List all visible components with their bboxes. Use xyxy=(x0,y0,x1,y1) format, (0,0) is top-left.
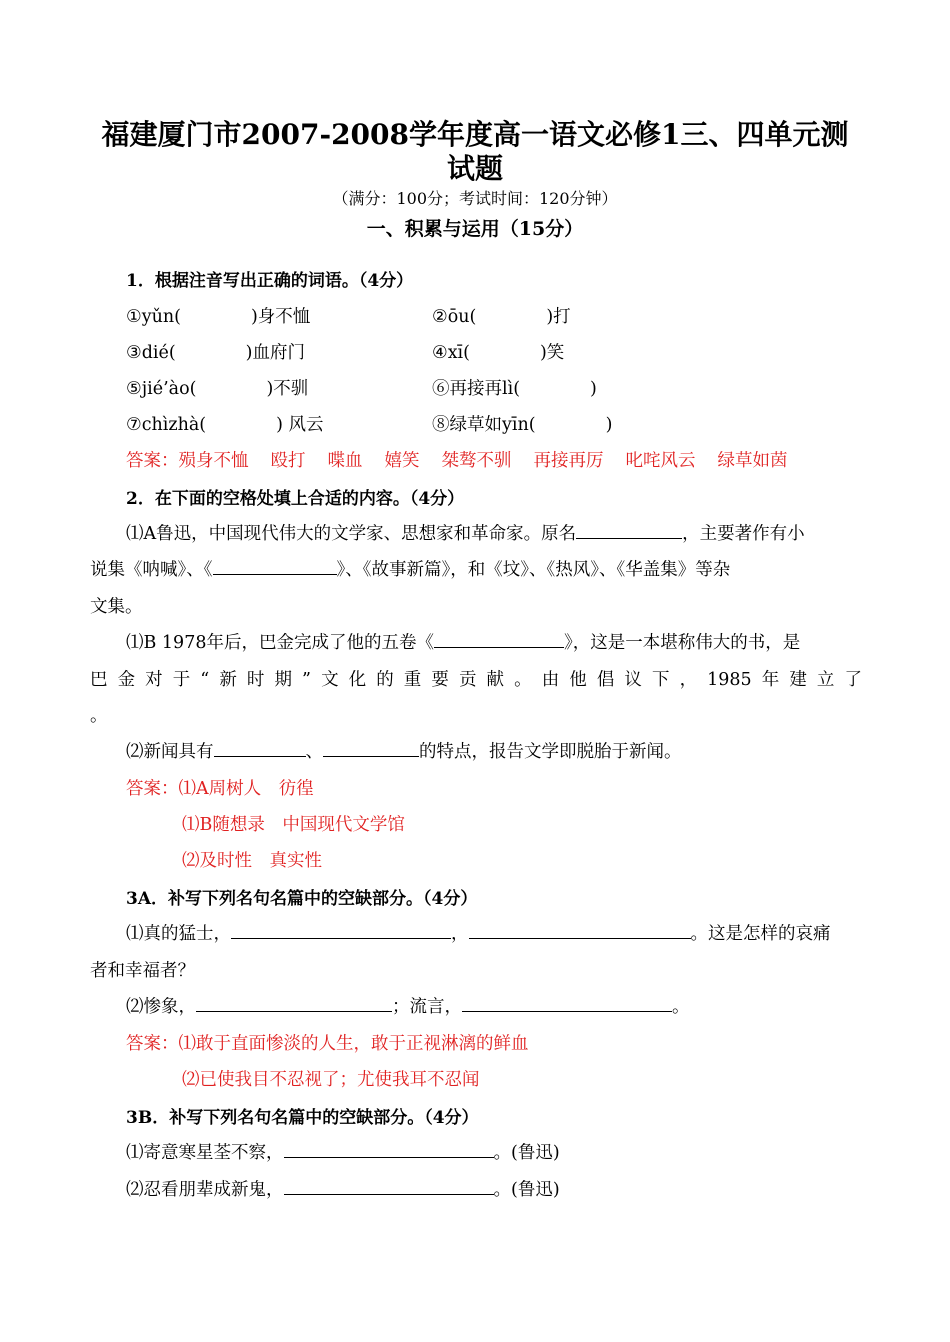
title-line-2: 试题 xyxy=(446,152,503,185)
q2-a-line-1: ⑴A鲁迅，中国现代伟大的文学家、思想家和革命家。原名 ，主要著作有小 xyxy=(126,520,805,545)
q3a-line-2: 者和幸福者？ xyxy=(90,961,195,981)
q1-answer-2: 殴打 xyxy=(270,451,306,471)
q1-item-1: ①yǔn( )身不恤 xyxy=(126,307,311,327)
section-heading: 一、积累与运用（15分） xyxy=(366,218,584,240)
q2-answer-3: ⑵及时性 真实性 xyxy=(182,851,322,871)
q1-heading: 1．根据注音写出正确的词语。（4分） xyxy=(126,271,414,291)
q2-answer-1: 答案：⑴A周树人 彷徨 xyxy=(126,779,314,799)
q1-answer-4: 嬉笑 xyxy=(384,451,420,471)
q3b-heading: 3B．补写下列名句名篇中的空缺部分。（4分） xyxy=(126,1108,479,1128)
answer-label: 答案： xyxy=(126,779,179,799)
q1-item-7: ⑦chìzhà( ) 风云 xyxy=(126,415,324,435)
q3a-heading: 3A．补写下列名句名篇中的空缺部分。（4分） xyxy=(126,889,478,909)
q1-item-8: ⑧绿草如yīn( ) xyxy=(432,415,613,435)
q3a-line-3: ⑵惨象， ；流言， 。 xyxy=(126,993,690,1018)
title-line-1: 福建厦门市2007-2008学年度高一语文必修1三、四单元测 xyxy=(101,118,849,151)
q2-b-line-1: ⑴B 1978年后，巴金完成了他的五卷《 》，这是一本堪称伟大的书，是 xyxy=(126,629,800,654)
q2-c-line: ⑵新闻具有 、 的特点，报告文学即脱胎于新闻。 xyxy=(126,738,682,763)
q1-item-3: ③dié( )血府门 xyxy=(126,343,305,363)
q3b-line-2: ⑵忍看朋辈成新鬼， 。(鲁迅) xyxy=(126,1176,560,1201)
q3a-answer-2: ⑵已使我目不忍视了；尤使我耳不忍闻 xyxy=(182,1070,480,1090)
q3b-line-1: ⑴寄意寒星荃不察， 。(鲁迅) xyxy=(126,1139,560,1164)
q3a-line-1: ⑴真的猛士， ， 。这是怎样的哀痛 xyxy=(126,920,831,945)
q2-a-line-3: 文集。 xyxy=(90,597,143,617)
q2-a-line-2: 说集《呐喊》、《 》、《故事新篇》，和《坟》、《热风》、《华盖集》等杂 xyxy=(90,556,730,581)
q1-item-4: ④xī( )笑 xyxy=(432,343,565,363)
q2-heading: 2．在下面的空格处填上合适的内容。（4分） xyxy=(126,489,465,509)
q1-answer-1: 殒身不恤 xyxy=(178,451,249,471)
q1-answer-8: 绿草如茵 xyxy=(717,451,788,471)
q1-item-6: ⑥再接再lì( ) xyxy=(432,379,597,399)
answer-label: 答案： xyxy=(126,451,179,471)
q1-answer-3: 喋血 xyxy=(327,451,363,471)
q1-answer-5: 桀骜不驯 xyxy=(441,451,512,471)
q2-b-line-2: 巴金对于“新时期”文化的重要贡献。由他倡议下，1985年建立了 xyxy=(90,670,862,690)
page-title xyxy=(60,118,890,186)
q1-item-2: ②ōu( )打 xyxy=(432,307,571,327)
q2-answer-2: ⑴B随想录 中国现代文学馆 xyxy=(182,815,405,835)
q1-answer xyxy=(126,447,810,472)
q3a-answer-1: 答案：⑴敢于直面惨淡的人生，敢于正视淋漓的鲜血 xyxy=(126,1034,529,1054)
q1-answer-6: 再接再厉 xyxy=(533,451,604,471)
q1-item-5: ⑤jié’ào( )不驯 xyxy=(126,379,309,399)
exam-info: （满分：100分；考试时间：120分钟） xyxy=(332,189,618,208)
q2-b-line-3: 。 xyxy=(90,706,108,726)
answer-label: 答案： xyxy=(126,1034,179,1054)
q1-answer-7: 叱咤风云 xyxy=(625,451,696,471)
